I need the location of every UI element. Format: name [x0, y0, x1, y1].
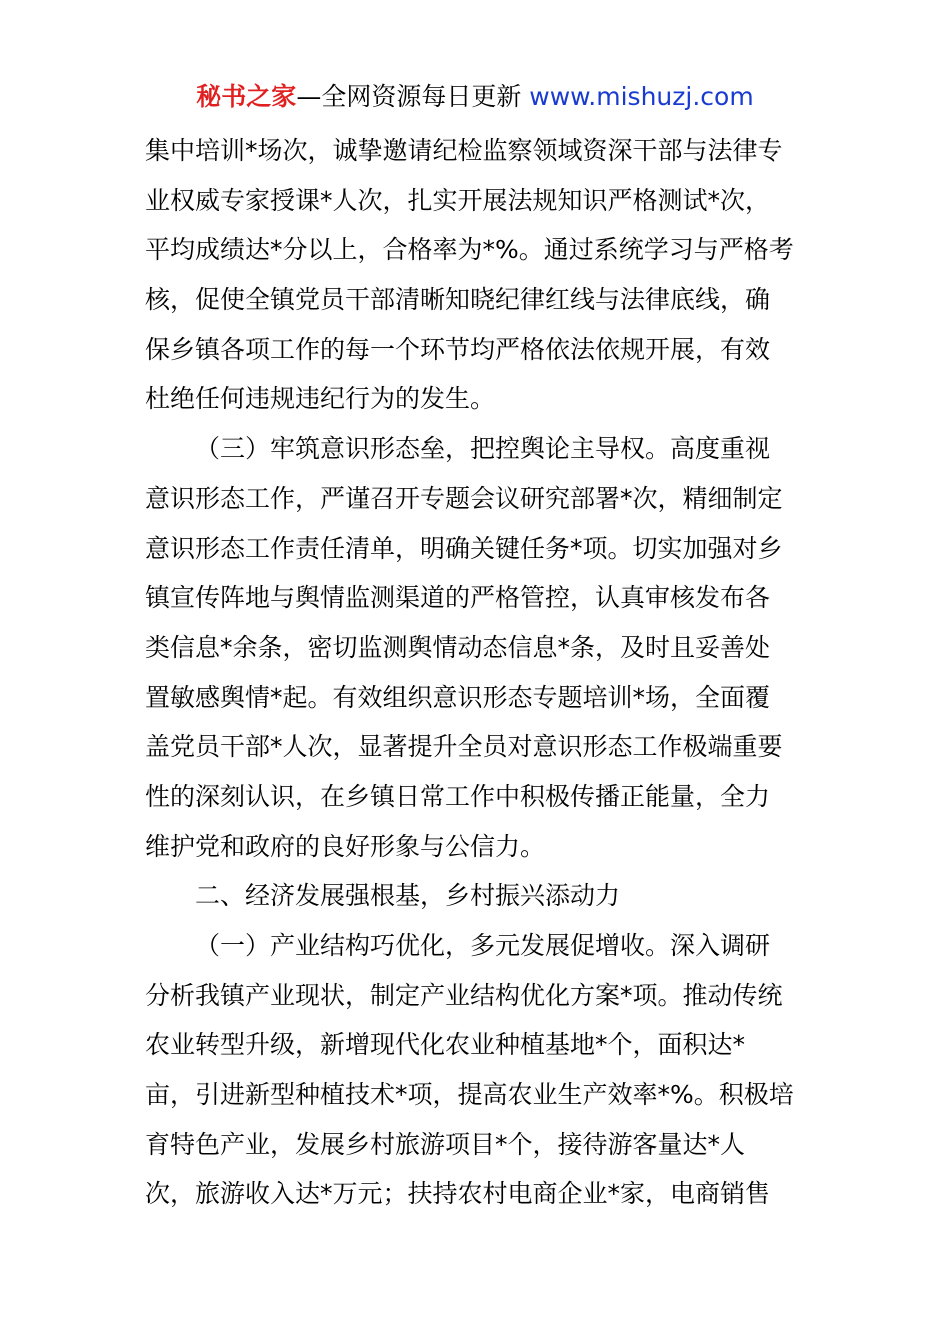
text-line: 集中培训*场次，诚挚邀请纪检监察领域资深干部与法律专 — [145, 136, 783, 165]
text-line: 杜绝任何违规违纪行为的发生。 — [145, 384, 496, 414]
paragraph-heading-line: （一）产业结构巧优化，多元发展促增收。深入调研 — [195, 931, 771, 960]
text-line: 意识形态工作，严谨召开专题会议研究部署*次，精细制定 — [145, 483, 783, 513]
document-body — [145, 126, 815, 1219]
text-line: 置敏感舆情*起。有效组织意识形态专题培训*场，全面覆 — [145, 682, 771, 712]
text-line: 类信息*余条，密切监测舆情动态信息*条，及时且妥善处 — [145, 632, 771, 662]
text-line: 核，促使全镇党员干部清晰知晓纪律红线与法律底线，确 — [145, 285, 771, 315]
text-line: 镇宣传阵地与舆情监测渠道的严格管控，认真审核发布各 — [145, 583, 771, 613]
text-line: 维护党和政府的良好形象与公信力。 — [145, 831, 546, 861]
text-line: 保乡镇各项工作的每一个环节均严格依法依规开展，有效 — [145, 334, 771, 364]
text-line: 性的深刻认识，在乡镇日常工作中积极传播正能量，全力 — [145, 781, 771, 811]
text-line: 亩，引进新型种植技术*项，提高农业生产效率*%。积极培 — [145, 1080, 794, 1110]
text-line: 育特色产业，发展乡村旅游项目*个，接待游客量达*人 — [145, 1129, 746, 1159]
text-line: 意识形态工作责任清单，明确关键任务*项。切实加强对乡 — [145, 533, 783, 563]
site-brand: 秘书之家 — [196, 82, 297, 111]
site-tagline: —全网资源每日更新 — [296, 82, 530, 111]
text-line: 次，旅游收入达*万元；扶持农村电商企业*家，电商销售 — [145, 1179, 771, 1209]
text-line: 农业转型升级，新增现代化农业种植基地*个，面积达* — [145, 1030, 746, 1060]
site-url-link[interactable]: www.mishuzj.com — [529, 82, 754, 111]
text-line: 平均成绩达*分以上，合格率为*%。通过系统学习与严格考 — [145, 235, 794, 265]
text-line: 业权威专家授课*人次，扎实开展法规知识严格测试*次， — [145, 185, 771, 215]
text-line: 盖党员干部*人次，显著提升全员对意识形态工作极端重要 — [145, 732, 783, 762]
section-heading: 二、经济发展强根基，乡村振兴添动力 — [195, 881, 621, 911]
site-header — [0, 80, 950, 114]
text-line: 分析我镇产业现状，制定产业结构优化方案*项。推动传统 — [145, 980, 783, 1010]
paragraph-heading-line: （三）牢筑意识形态垒，把控舆论主导权。高度重视 — [195, 434, 771, 464]
